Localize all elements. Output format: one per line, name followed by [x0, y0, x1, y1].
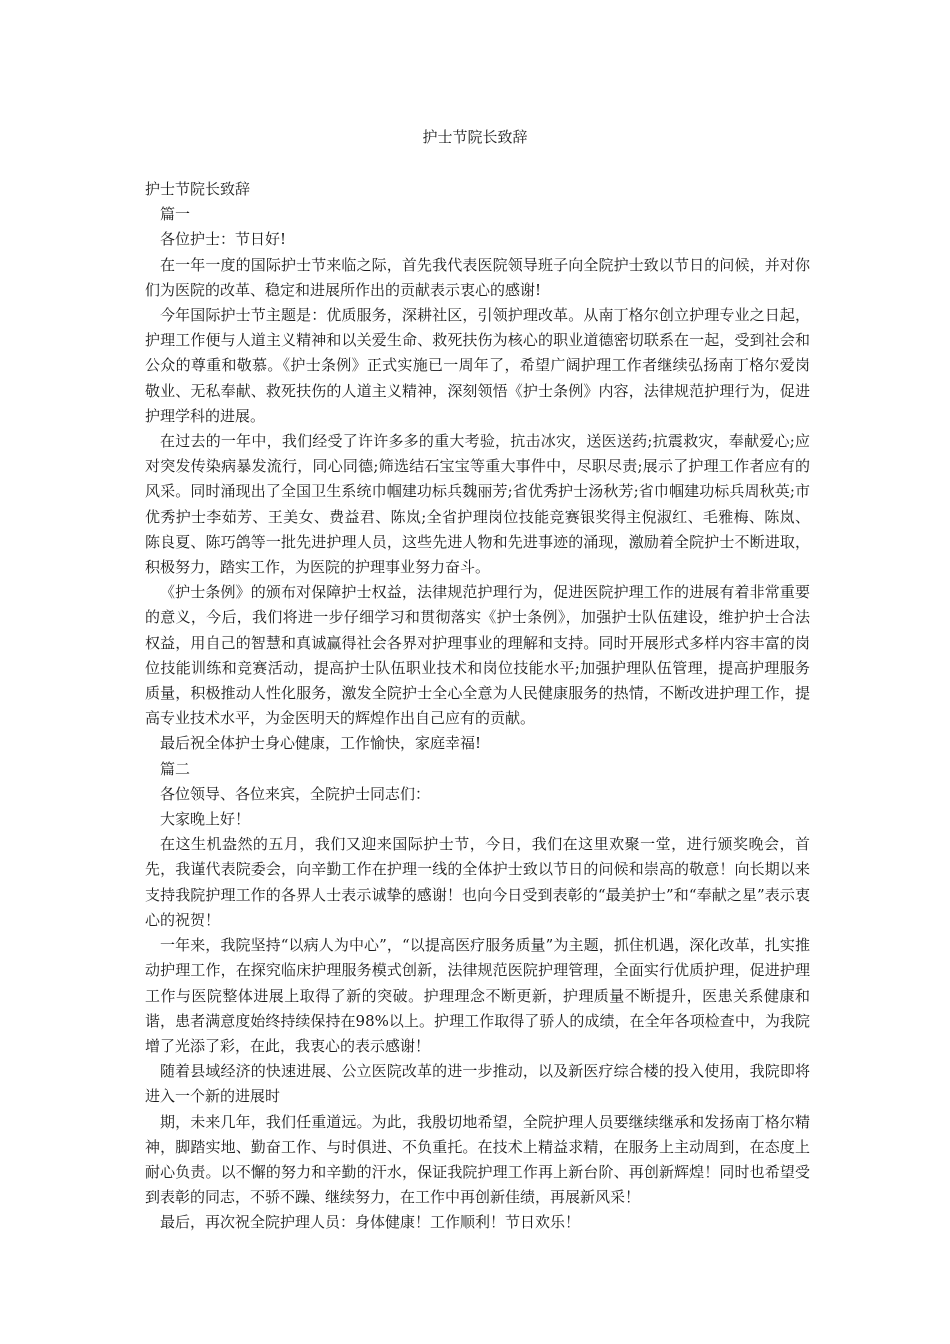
paragraph: 在这生机盎然的五月，我们又迎来国际护士节，今日，我们在这里欢聚一堂，进行颁奖晚会，首先，我谨代表院委会，向辛勤工作在护理一线的全体护士致以节日的问候和崇高的敬意！向长期以来支持我院护理工作的各界人士表示诚挚的感谢！也向今日受到表彰的“最美护士”和“奉献之星”表示衷心的祝贺！ — [145, 835, 810, 929]
document-heading: 护士节院长致辞 — [145, 180, 251, 198]
paragraph: 在一年一度的国际护士节来临之际，首先我代表医院领导班子向全院护士致以节日的问候，并对你们为医院的改革、稳定和进展所作出的贡献表示衷心的感谢! — [145, 255, 810, 299]
closing-1: 最后祝全体护士身心健康，工作愉快，家庭幸福! — [160, 734, 482, 753]
paragraph: 期，未来几年，我们任重道远。为此，我殷切地希望，全院护理人员要继续继承和发扬南丁格尔精神，脚踏实地、勤奋工作、与时俱进、不负重托。在技术上精益求精，在服务上主动周到，在态度上耐心负责。以不懈的努力和辛勤的汗水，保证我院护理工作再上新台阶、再创新辉煌！同时也希望受到表彰的同志，不骄不躁、继续努力，在工作中再创新佳绩，再展新风采！ — [145, 1112, 810, 1207]
paragraph: 一年来，我院坚持“以病人为中心”，“以提高医疗服务质量”为主题，抓住机遇，深化改革，扎实推动护理工作，在探究临床护理服务模式创新，法律规范医院护理管理，全面实行优质护理，促进护理工作与医院整体进展上取得了新的突破。护理理念不断更新，护理质量不断提升，医患关系健康和谐，患者满意度始终持续保持在98%以上。护理工作取得了骄人的成绩，在全年各项检查中，为我院增了光添了彩，在此，我衷心的表示感谢！ — [145, 936, 810, 1055]
paragraph: 随着县域经济的快速进展、公立医院改革的进一步推动，以及新医疗综合楼的投入使用，我院即将进入一个新的进展时 — [145, 1062, 810, 1106]
paragraph: 《护士条例》的颁布对保障护士权益，法律规范护理行为，促进医院护理工作的进展有着非常重要的意义，今后，我们将进一步仔细学习和贯彻落实《护士条例》，加强护士队伍建设，维护护士合法权益，用自己的智慧和真诚赢得社会各界对护理事业的理解和支持。同时开展形式多样内容丰富的岗位技能训练和竞赛活动，提高护士队伍职业技术和岗位技能水平;加强护理队伍管理，提高护理服务质量，积极推动人性化服务，激发全院护士全心全意为人民健康服务的热情，不断改进护理工作，提高专业技术水平，为金医明天的辉煌作出自己应有的贡献。 — [145, 583, 810, 728]
section-label-1: 篇一 — [160, 205, 191, 224]
section-label-2: 篇二 — [160, 759, 191, 778]
paragraph: 在过去的一年中，我们经受了许许多多的重大考验，抗击冰灾，送医送药;抗震救灾，奉献爱心;应对突发传染病暴发流行，同心同德;筛选结石宝宝等重大事件中，尽职尽责;展示了护理工作者应有的风采。同时涌现出了全国卫生系统巾帼建功标兵魏丽芳;省优秀护士汤秋芳;省巾帼建功标兵周秋英;市优秀护士李茹芳、王美女、费益君、陈岚;全省护理岗位技能竞赛银奖得主倪淑红、毛雅梅、陈岚、陈良夏、陈巧鸽等一批先进护理人员，这些先进人物和先进事迹的涌现，激励着全院护士不断进取，积极努力，踏实工作，为医院的护理事业努力奋斗。 — [145, 432, 810, 577]
paragraph: 今年国际护士节主题是：优质服务，深耕社区，引领护理改革。从南丁格尔创立护理专业之日起，护理工作便与人道主义精神和以关爱生命、救死扶伤为核心的职业道德密切联系在一起，受到社会和公众的尊重和敬慕。《护士条例》正式实施已一周年了，希望广阔护理工作者继续弘扬南丁格尔爱岗敬业、无私奉献、救死扶伤的人道主义精神，深刻领悟《护士条例》内容，法律规范护理行为，促进护理学科的进展。 — [145, 306, 810, 425]
salutation-2: 各位领导、各位来宾，全院护士同志们： — [160, 784, 431, 803]
closing-2: 最后，再次祝全院护理人员：身体健康！工作顺利！节日欢乐！ — [160, 1213, 581, 1232]
document-body — [145, 177, 810, 1236]
salutation-1: 各位护士：节日好! — [160, 230, 287, 249]
page-title: 护士节院长致辞 — [422, 128, 528, 146]
greeting-2: 大家晚上好！ — [160, 810, 251, 829]
